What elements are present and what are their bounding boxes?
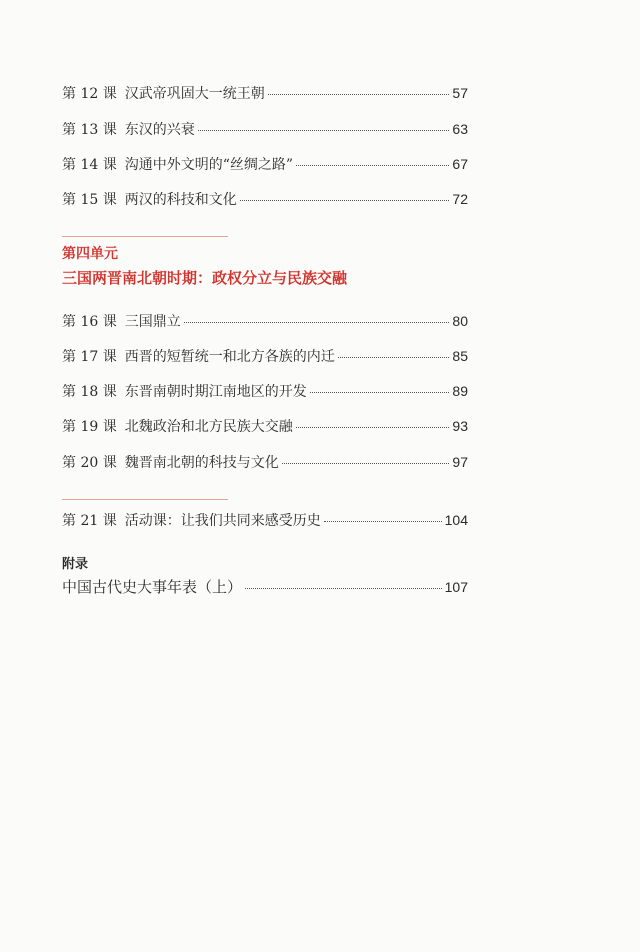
toc-entry-lesson-13[interactable] <box>62 120 468 139</box>
dot-leader <box>296 164 449 166</box>
toc-entry-lesson-21[interactable] <box>62 511 468 530</box>
lesson-number: 第 21 课 <box>62 513 117 529</box>
dot-leader <box>240 199 450 201</box>
section-divider <box>62 236 228 237</box>
page-number: 104 <box>444 512 468 528</box>
lesson-number: 第 18 课 <box>62 384 117 400</box>
lesson-title: 魏晋南北朝的科技与文化 <box>124 455 279 471</box>
page-number: 80 <box>452 313 468 329</box>
page-number: 57 <box>452 85 468 101</box>
toc-entry-appendix[interactable] <box>62 578 468 596</box>
page-number: 93 <box>452 418 468 434</box>
lesson-number: 第 19 课 <box>62 419 117 435</box>
lesson-number: 第 16 课 <box>62 314 117 330</box>
lesson-title: 北魏政治和北方民族大交融 <box>124 419 293 435</box>
page-number: 72 <box>452 191 468 207</box>
section-divider <box>62 499 228 500</box>
toc-entry-lesson-18[interactable] <box>62 382 468 401</box>
page-number: 107 <box>444 579 468 595</box>
lesson-title: 西晋的短暂统一和北方各族的内迁 <box>124 349 335 365</box>
toc-entry-lesson-14[interactable] <box>62 155 468 174</box>
lesson-title: 东晋南朝时期江南地区的开发 <box>124 384 307 400</box>
appendix-label: 附录 <box>62 556 89 571</box>
toc-entry-lesson-20[interactable] <box>62 453 468 472</box>
page-number: 63 <box>452 121 468 137</box>
toc-entry-lesson-16[interactable] <box>62 312 468 331</box>
dot-leader <box>198 129 450 131</box>
lesson-number: 第 12 课 <box>62 86 117 102</box>
toc-entry-lesson-15[interactable] <box>62 190 468 209</box>
lesson-number: 第 17 课 <box>62 349 117 365</box>
dot-leader <box>268 93 450 95</box>
dot-leader <box>245 587 442 589</box>
appendix-title: 中国古代史大事年表（上） <box>62 578 243 596</box>
dot-leader <box>282 462 450 464</box>
lesson-number: 第 14 课 <box>62 157 117 173</box>
dot-leader <box>310 391 450 393</box>
dot-leader <box>296 426 450 428</box>
dot-leader <box>184 321 450 323</box>
unit-label: 第四单元 <box>62 246 118 262</box>
toc-entry-lesson-12[interactable] <box>62 84 468 103</box>
lesson-title: 沟通中外文明的“丝绸之路” <box>124 157 294 173</box>
lesson-title: 汉武帝巩固大一统王朝 <box>124 86 265 102</box>
toc-entry-lesson-19[interactable] <box>62 417 468 436</box>
page-number: 85 <box>452 348 468 364</box>
toc-entry-lesson-17[interactable] <box>62 347 468 366</box>
dot-leader <box>338 356 450 358</box>
lesson-title: 两汉的科技和文化 <box>124 192 237 208</box>
unit-title: 三国两晋南北朝时期：政权分立与民族交融 <box>62 269 348 287</box>
lesson-number: 第 15 课 <box>62 192 117 208</box>
dot-leader <box>324 520 442 522</box>
lesson-number: 第 20 课 <box>62 455 117 471</box>
lesson-title: 东汉的兴衰 <box>124 122 195 138</box>
lesson-title: 活动课：让我们共同来感受历史 <box>124 513 321 529</box>
lesson-number: 第 13 课 <box>62 122 117 138</box>
page-number: 97 <box>452 454 468 470</box>
page-number: 67 <box>452 156 468 172</box>
page-number: 89 <box>452 383 468 399</box>
lesson-title: 三国鼎立 <box>124 314 181 330</box>
